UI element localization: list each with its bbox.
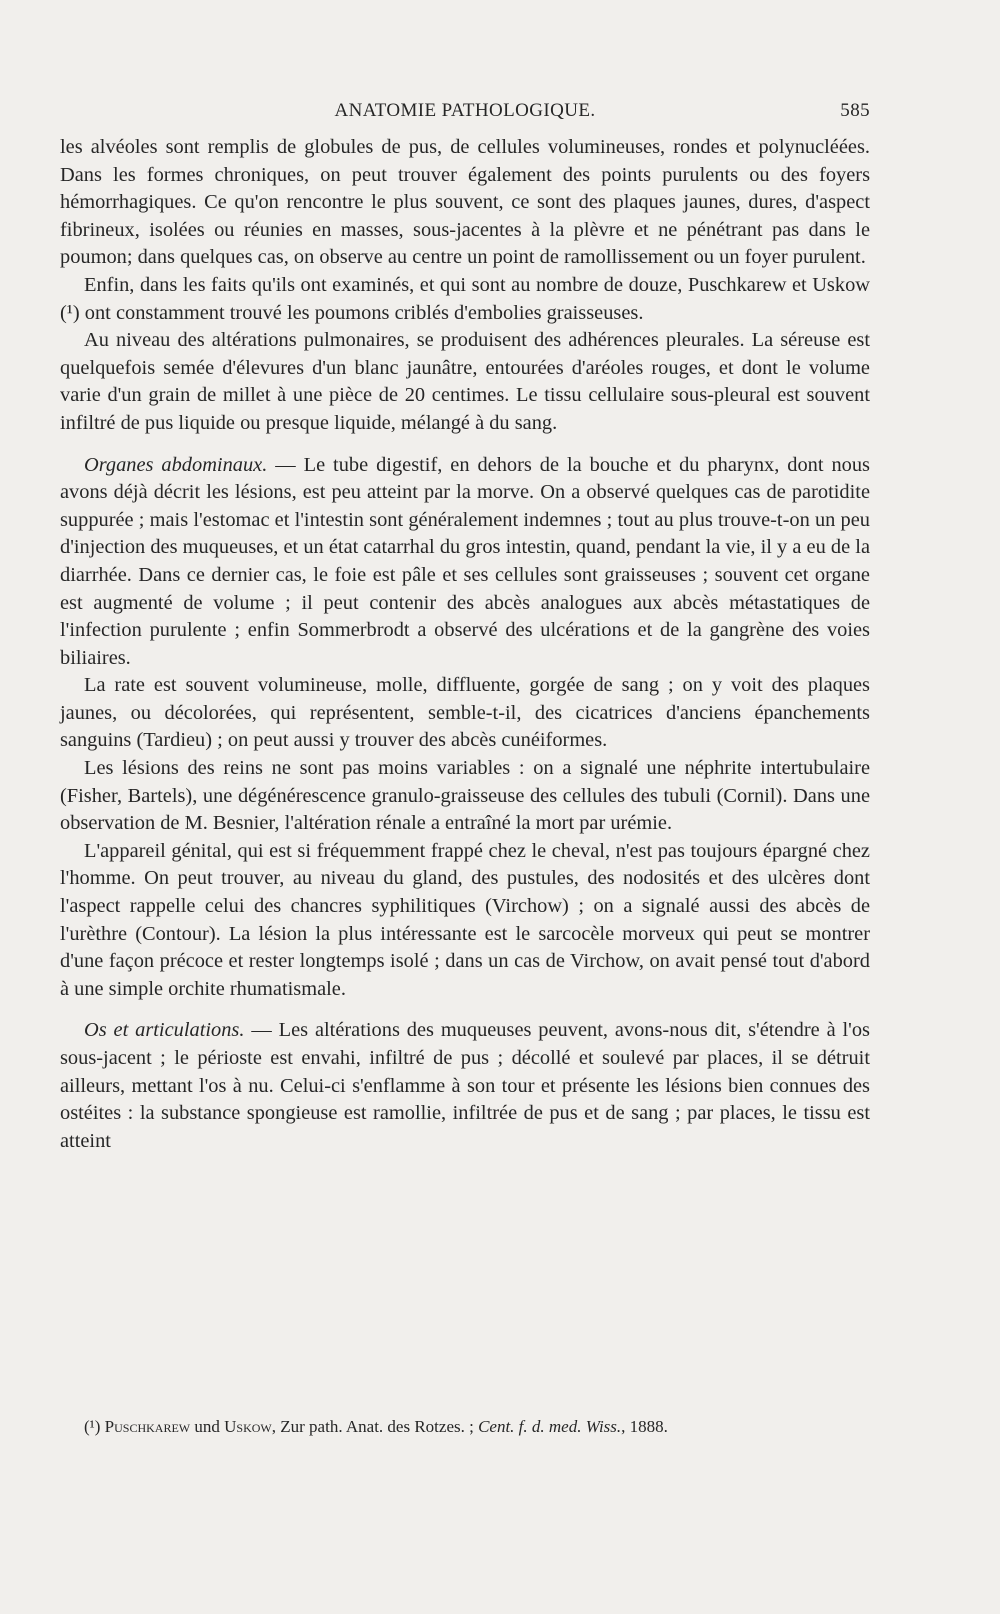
footnote-und: und (190, 1417, 225, 1436)
section-title-abdominaux: Organes abdominaux. (84, 453, 268, 476)
paragraph: Enfin, dans les faits qu'ils ont examinés, et qui sont au nombre de douze, Puschkarew et Uskow (¹) ont constamment trouvé les poumons criblés d'embolies graisseuses. (60, 273, 870, 324)
section-paragraph-os (60, 1017, 870, 1155)
running-title: ANATOMIE PATHOLOGIQUE. (334, 100, 596, 121)
footnote-text: , Zur path. Anat. des Rotzes. ; (271, 1417, 479, 1436)
paragraph-text: Les altérations des muqueuses peuvent, avons-nous dit, s'étendre à l'os sous-jacent ; le périoste est envahi, infiltré de pus ; décollé et soulevé par places, il se détruit ailleurs, mettant l'os à nu. Celui-ci s'enflamme à son tour et présente les lésions bien connues des ostéites : la substance spongieuse est ramollie, infiltrée de pus et de sang ; par places, le tissu est atteint (60, 1019, 870, 1152)
paragraph: Les lésions des reins ne sont pas moins variables : on a signalé une néphrite intertubulaire (Fisher, Bartels), une dégénérescence granulo-graisseuse des cellules des tubuli (Cornil). Dans une observation de M. Besnier, l'altération rénale a entraîné la mort par urémie. (60, 757, 870, 835)
footnote-author: Puschkarew (104, 1417, 191, 1436)
section-dash: — (267, 453, 304, 476)
section-title-os: Os et articulations. (84, 1019, 245, 1042)
footnote-author2: Uskow (224, 1417, 272, 1436)
page-number: 585 (840, 100, 870, 121)
paragraph-text: Le tube digestif, en dehors de la bouche et du pharynx, dont nous avons déjà décrit les lésions, est peu atteint par la morve. On a observé quelques cas de parotidite suppurée ; mais l'estomac et l'intestin sont généralement indemnes ; tout au plus trouve-t-on un peu d'injection des muqueuses, et un état catarrhal du gros intestin, quand, pendant la vie, il y a eu de la diarrhée. Dans ce dernier cas, le foie est pâle et ses cellules sont graisseuses ; souvent cet organe est augmenté de volume ; il peut contenir des abcès analogues aux abcès métastatiques de l'infection purulente ; enfin Sommerbrodt a observé des ulcérations et de la gangrène des voies biliaires. (60, 453, 870, 669)
footnote (84, 1416, 864, 1438)
main-text (60, 134, 870, 1155)
section-dash: — (244, 1019, 279, 1042)
footnote-year: , 1888. (621, 1417, 668, 1436)
running-header (60, 100, 870, 130)
paragraph: les alvéoles sont remplis de globules de pus, de cellules volumineuses, rondes et polynucléées. Dans les formes chroniques, on peut trouver également des points purulents ou des foyers hémorrhagiques. Ce qu'on rencontre le plus souvent, ce sont des plaques jaunes, dures, d'aspect fibrineux, isolées ou réunies en masses, sous-jacentes à la plèvre et ne pénétrant pas dans le poumon; dans quelques cas, on observe au centre un point de ramollissement ou un foyer purulent. (60, 136, 870, 269)
paragraph: L'appareil génital, qui est si fréquemment frappé chez le cheval, n'est pas toujours épargné chez l'homme. On peut trouver, au niveau du gland, des pustules, des nodosités et des ulcères dont l'aspect rappelle celui des chancres syphilitiques (Virchow) ; on a signalé aussi des abcès de l'urèthre (Contour). La lésion la plus intéressante est le sarcocèle morveux qui peut se montrer d'une façon précoce et rester longtemps isolé ; dans un cas de Virchow, on avait pensé tout d'abord à une simple orchite rhumatismale. (60, 839, 870, 1000)
paragraph: Au niveau des altérations pulmonaires, se produisent des adhérences pleurales. La séreuse est quelquefois semée d'élevures d'un blanc jaunâtre, entourées d'aréoles rouges, et dont le volume varie d'un grain de millet à une pièce de 20 centimes. Le tissu cellulaire sous-pleural est souvent infiltré de pus liquide ou presque liquide, mélangé à du sang. (60, 329, 870, 434)
footnote-journal: Cent. f. d. med. Wiss. (478, 1417, 622, 1436)
paragraph: La rate est souvent volumineuse, molle, diffluente, gorgée de sang ; on y voit des plaques jaunes, ou décolorées, qui représentent, semble-t-il, des cicatrices d'anciens épanchements sanguins (Tardieu) ; on peut aussi y trouver des abcès cunéiformes. (60, 674, 870, 752)
section-paragraph-abdominaux (60, 452, 870, 673)
footnote-marker: (¹) (84, 1417, 101, 1436)
